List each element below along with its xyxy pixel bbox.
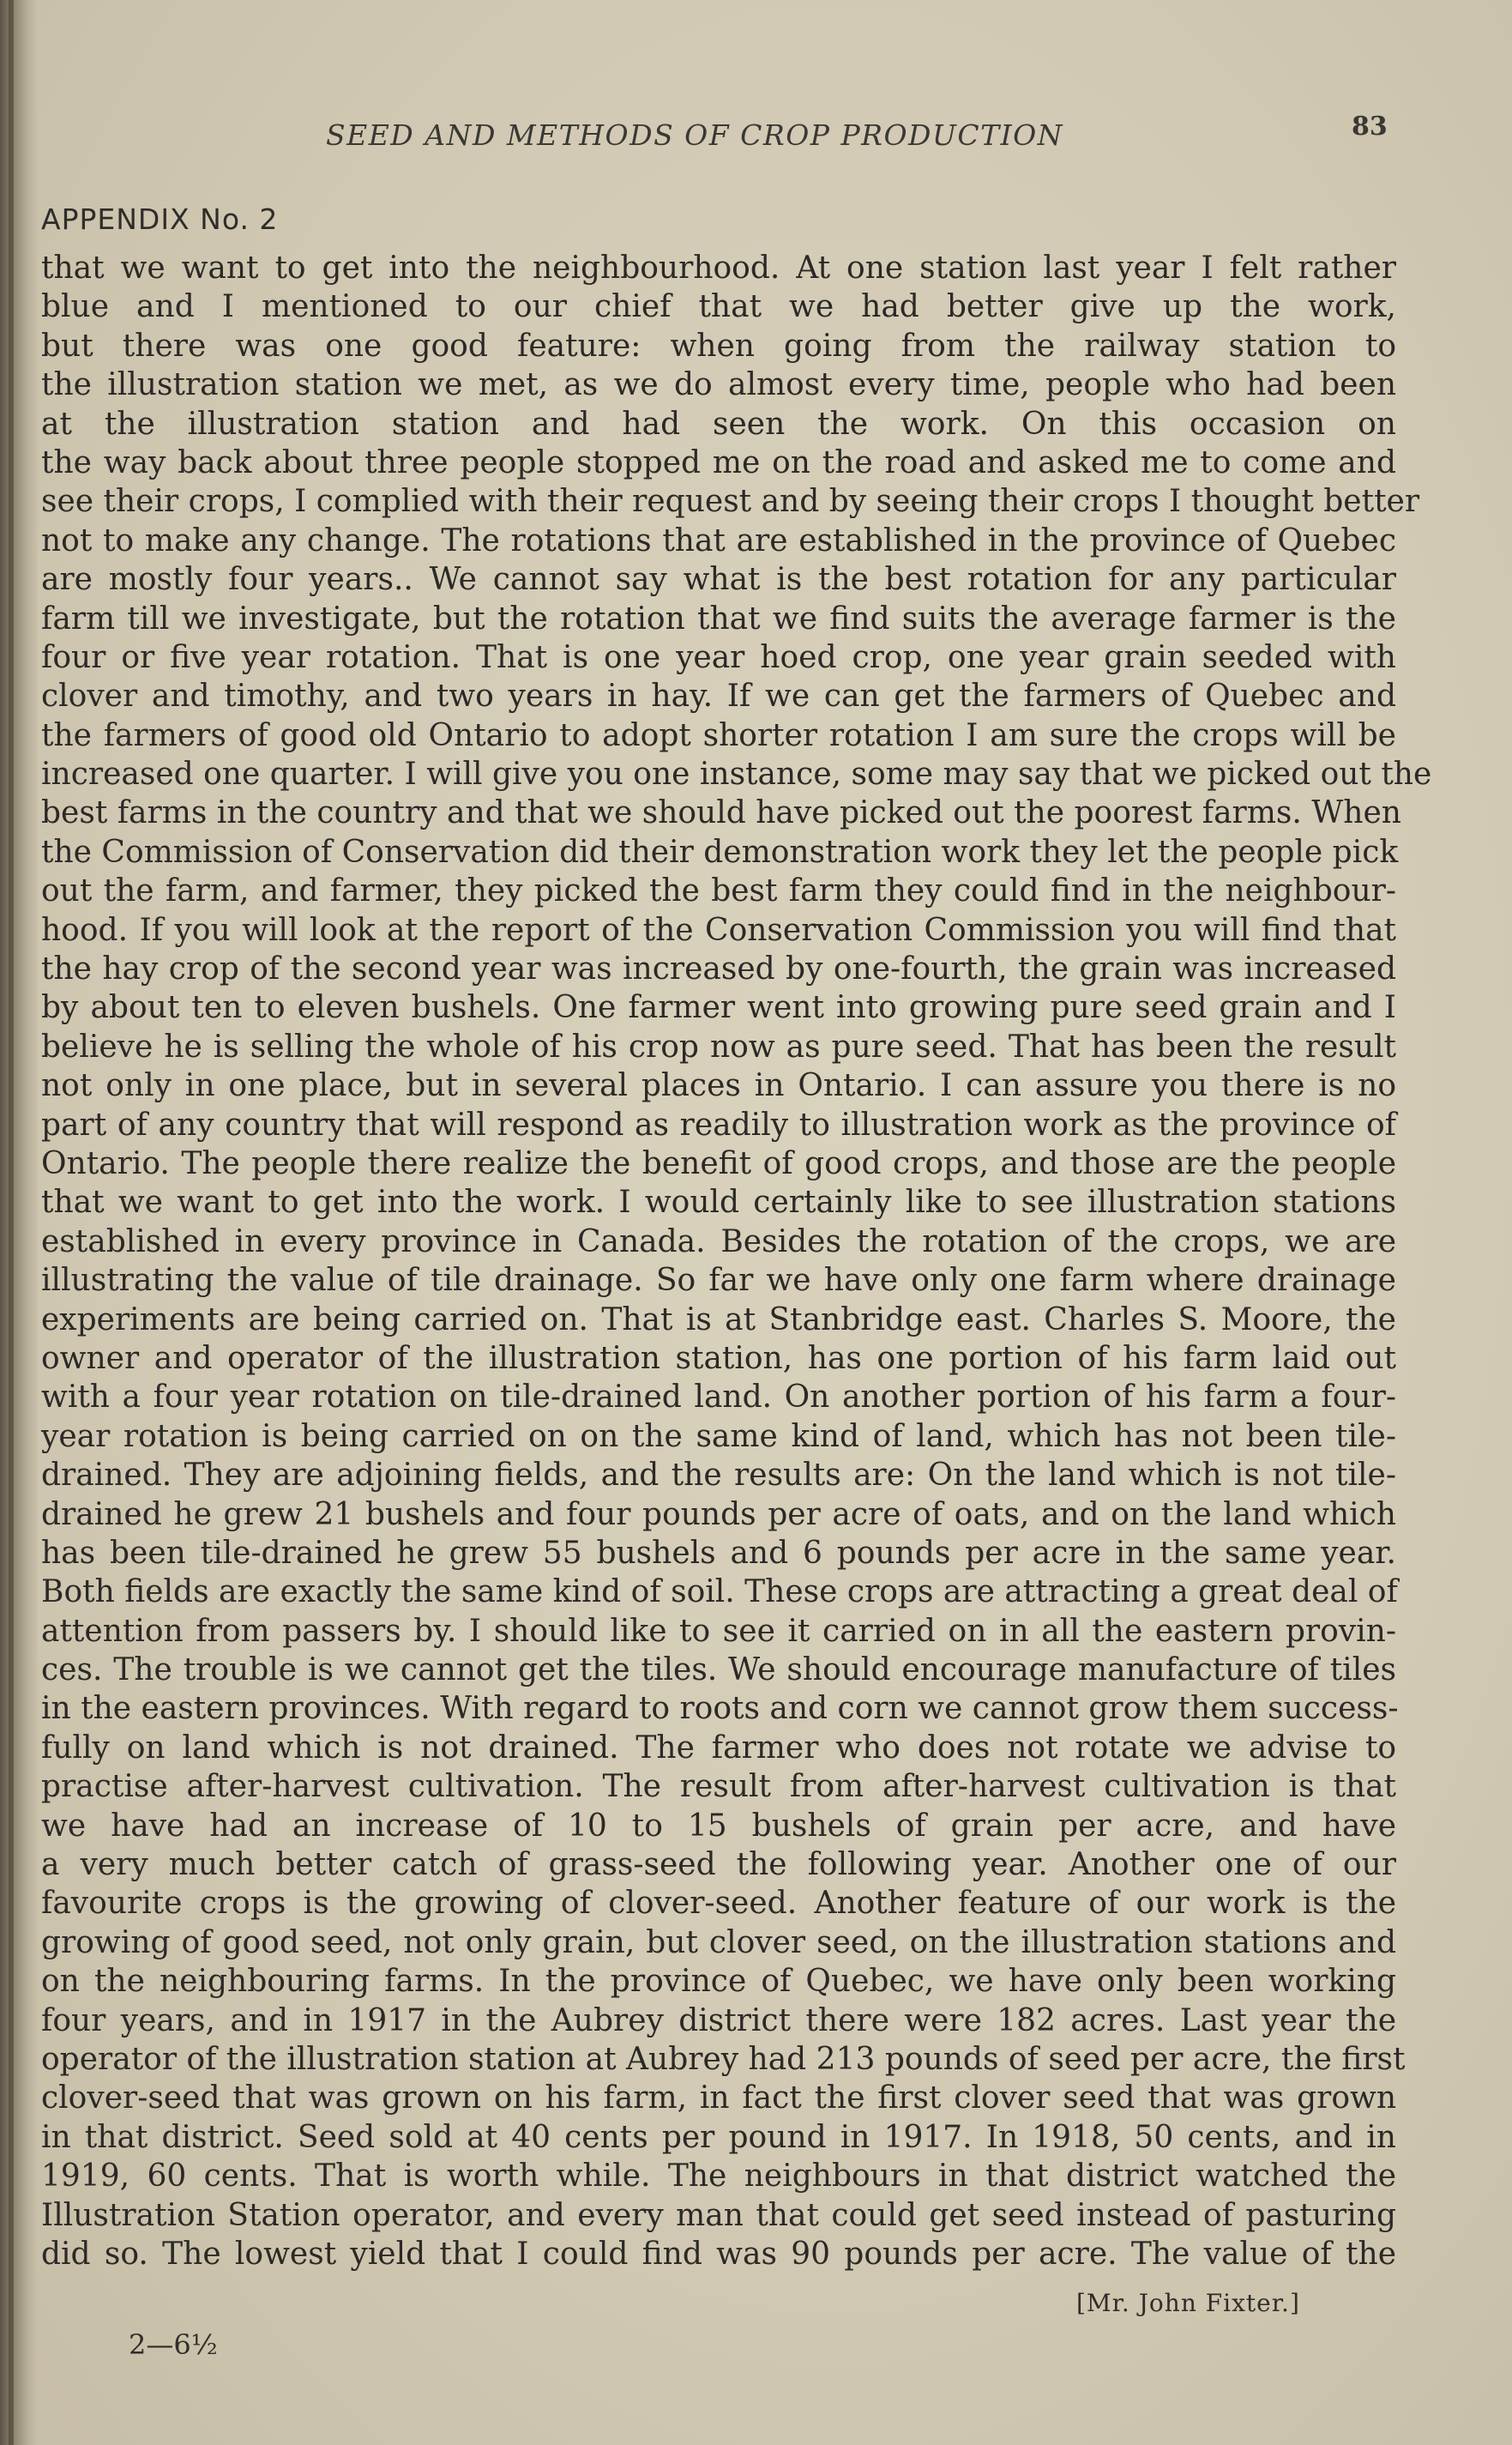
text-line: the Commission of Conservation did their demonstration work they let the people pick [41, 834, 1399, 870]
text-line: clover-seed that was grown on his farm, in fact the first clover seed that was grown [41, 2080, 1396, 2116]
text-line: favourite crops is the growing of clover-seed. Another feature of our work is the [41, 1886, 1396, 1922]
text-line: blue and I mentioned to our chief that we had better give up the work, [41, 289, 1396, 325]
printer-signature: 2—6½ [129, 2328, 218, 2361]
text-line: but there was one good feature: when going from the railway station to [41, 328, 1396, 364]
text-line: on the neighbouring farms. In the province of Quebec, we have only been working [41, 1964, 1396, 2000]
text-line: in the eastern provinces. With regard to roots and corn we cannot grow them success- [41, 1691, 1399, 1727]
speaker-attribution: [Mr. John Fixter.] [1076, 2289, 1300, 2317]
text-line: experiments are being carried on. That is at Stanbridge east. Charles S. Moore, the [41, 1301, 1396, 1337]
text-line: drained he grew 21 bushels and four pounds per acre of oats, and on the land which [41, 1496, 1396, 1532]
text-line: we have had an increase of 10 to 15 bushels of grain per acre, and have [41, 1808, 1396, 1844]
text-line: drained. They are adjoining fields, and the results are: On the land which is not tile- [41, 1458, 1396, 1494]
text-line: Illustration Station operator, and every man that could get seed instead of pasturing [41, 2197, 1396, 2233]
text-line: attention from passers by. I should like to see it carried on in all the eastern provin- [41, 1613, 1396, 1649]
page-binding-edge [0, 0, 38, 2445]
text-line: are mostly four years.. We cannot say what is the best rotation for any particular [41, 562, 1396, 598]
body-text [41, 249, 1432, 2273]
text-line: increased one quarter. I will give you one instance, some may say that we picked out the [41, 757, 1432, 793]
text-line: fully on land which is not drained. The farmer who does not rotate we advise to [41, 1730, 1396, 1766]
text-line: illustrating the value of tile drainage. So far we have only one farm where drainage [41, 1263, 1396, 1299]
text-line: 1919, 60 cents. That is worth while. The neighbours in that district watched the [41, 2158, 1396, 2194]
text-line: farm till we investigate, but the rotation that we find suits the average farmer is the [41, 601, 1396, 637]
text-line: four years, and in 1917 in the Aubrey district there were 182 acres. Last year the [41, 2002, 1396, 2038]
text-line: practise after-harvest cultivation. The result from after-harvest cultivation is that [41, 1769, 1396, 1805]
text-line: with a four year rotation on tile-drained land. On another portion of his farm a four- [41, 1379, 1396, 1416]
text-line: Ontario. The people there realize the benefit of good crops, and those are the people [41, 1145, 1396, 1181]
text-line: the way back about three people stopped me on the road and asked me to come and [41, 444, 1396, 480]
text-line: that we want to get into the neighbourhood. At one station last year I felt rather [41, 251, 1396, 286]
text-line: four or five year rotation. That is one year hoed crop, one year grain seeded with [41, 639, 1396, 675]
text-line: a very much better catch of grass-seed the following year. Another one of our [41, 1847, 1396, 1883]
text-line: in that district. Seed sold at 40 cents per pound in 1917. In 1918, 50 cents, and in [41, 2119, 1396, 2155]
running-head: SEED AND METHODS OF CROP PRODUCTION [326, 118, 1064, 152]
text-line: part of any country that will respond as readily to illustration work as the province of [41, 1107, 1396, 1143]
binding-shadow [9, 0, 14, 2445]
text-line: year rotation is being carried on on the same kind of land, which has not been tile- [41, 1418, 1396, 1454]
text-line: out the farm, and farmer, they picked the best farm they could find in the neighbour- [41, 873, 1396, 909]
text-line: that we want to get into the work. I would certainly like to see illustration stations [41, 1185, 1396, 1221]
text-line: not only in one place, but in several places in Ontario. I can assure you there is no [41, 1068, 1396, 1104]
text-line: has been tile-drained he grew 55 bushels and 6 pounds per acre in the same year. [41, 1535, 1396, 1571]
text-line: clover and timothy, and two years in hay. If we can get the farmers of Quebec and [41, 679, 1396, 715]
appendix-label: APPENDIX No. 2 [41, 202, 279, 236]
text-line: ces. The trouble is we cannot get the tiles. We should encourage manufacture of tiles [41, 1652, 1396, 1688]
page-number: 83 [1352, 112, 1388, 142]
text-line: at the illustration station and had seen the work. On this occasion on [41, 406, 1396, 442]
text-line: did so. The lowest yield that I could find was 90 pounds per acre. The value of the [41, 2236, 1396, 2272]
text-line: believe he is selling the whole of his crop now as pure seed. That has been the result [41, 1029, 1396, 1065]
text-line: not to make any change. The rotations that are established in the province of Quebec [41, 522, 1396, 558]
text-line: best farms in the country and that we should have picked out the poorest farms. When [41, 795, 1401, 831]
text-line: hood. If you will look at the report of the Conservation Commission you will find that [41, 912, 1396, 948]
text-line: by about ten to eleven bushels. One farmer went into growing pure seed grain and I [41, 990, 1396, 1026]
text-line: see their crops, I complied with their request and by seeing their crops I thought better [41, 484, 1420, 520]
text-line: established in every province in Canada. Besides the rotation of the crops, we are [41, 1223, 1396, 1259]
text-line: the hay crop of the second year was increased by one-fourth, the grain was increased [41, 951, 1396, 987]
text-line: growing of good seed, not only grain, but clover seed, on the illustration stations and [41, 1924, 1396, 1960]
text-line: owner and operator of the illustration station, has one portion of his farm laid out [41, 1340, 1396, 1376]
text-line: the farmers of good old Ontario to adopt shorter rotation I am sure the crops will be [41, 717, 1396, 753]
text-line: Both fields are exactly the same kind of soil. These crops are attracting a great deal of [41, 1574, 1398, 1610]
text-line: operator of the illustration station at Aubrey had 213 pounds of seed per acre, the first [41, 2041, 1406, 2077]
text-line: the illustration station we met, as we do almost every time, people who had been [41, 367, 1396, 403]
